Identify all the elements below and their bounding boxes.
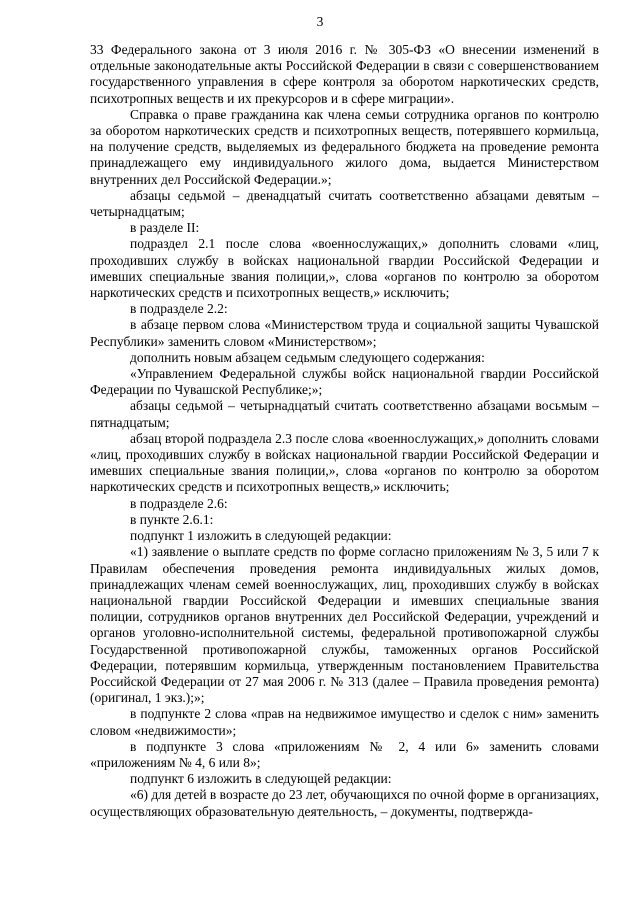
paragraph-renumber-7-14: абзацы седьмой – четырнадцатый считать соответственно абзацами восьмым – пятнадцатым; (90, 398, 599, 430)
paragraph-subpoint-1-text: «1) заявление о выплате средств по форме согласно приложениям № 3, 5 или 7 к Правилам обеспечения проведения ремонта индивидуальных жилых домов, принадлежащих членам семей военнослужащих, лиц, проходивших службу в войсках национальной гвардии Российской Федерации и имевших специальные звания полиции, сотрудников органов внутренних дел Российской Федерации, учреждений и органов уголовно-исполнительной системы, федеральной противопожарной службы Государственной противопожарной службы, таможенных органов Российской Федерации, потерявшим кормильца, утвержденным постановлением Правительства Российской Федерации от 27 мая 2006 г. № 313 (далее – Правила проведения ремонта) (оригинал, 1 экз.);»; (90, 544, 599, 706)
paragraph-subpoint-2: в подпункте 2 слова «прав на недвижимое имущество и сделок с ним» заменить словом «недвижимости»; (90, 706, 599, 738)
paragraph-subpoint-3: в подпункте 3 слова «приложениям № 2, 4 или 6» заменить словами «приложениям № 4, 6 или 8»; (90, 738, 599, 770)
paragraph-subsection-2-1: подраздел 2.1 после слова «военнослужащих,» дополнить словами «лиц, проходивших службу в войсках национальной гвардии Российской Федерации и имевших специальные звания полиции,», слова «органов по контролю за оборотом наркотических средств и психотропных веществ,» исключить; (90, 236, 599, 301)
paragraph-subsection-2-6: в подразделе 2.6: (130, 495, 228, 511)
paragraph-subsection-2-2: в подразделе 2.2: (130, 301, 228, 317)
paragraph-rosgvardia: «Управлением Федеральной службы войск национальной гвардии Российской Федерации по Чувашской Республике;»; (90, 366, 599, 398)
paragraph-subpoint-6-text: «6) для детей в возрасте до 23 лет, обучающихся по очной форме в организациях, осуществляющих образовательную деятельность, – документы, подтвержда- (90, 787, 599, 819)
document-body (90, 42, 599, 820)
paragraph-point-2-6-1: в пункте 2.6.1: (130, 511, 214, 527)
paragraph-certificate: Справка о праве гражданина как члена семьи сотрудника органов по контролю за оборотом наркотических средств и психотропных веществ, потерявшего кормильца, на получение средств, выделяемых из федерального бюджета на проведение ремонта принадлежащего ему индивидуального жилого дома, выдается Министерством внутренних дел Российской Федерации.»; (90, 106, 599, 187)
paragraph-section-2: в разделе II: (130, 220, 200, 236)
paragraph-renumber-7-12: абзацы седьмой – двенадцатый считать соответственно абзацами девятым – четырнадцатым; (90, 187, 599, 220)
page-number: 3 (316, 14, 324, 29)
paragraph-subpoint-6-intro: подпункт 6 изложить в следующей редакции: (130, 771, 392, 787)
paragraph-law-reference: 33 Федерального закона от 3 июля 2016 г. № 305-ФЗ «О внесении изменений в отдельные законодательные акты Российской Федерации в связи с совершенствованием государственного управления в сфере контроля за оборотом наркотических средств, психотропных веществ и их прекурсоров и в сфере миграции». (90, 42, 599, 106)
paragraph-add-seventh: дополнить новым абзацем седьмым следующего содержания: (130, 349, 485, 365)
paragraph-subpoint-1-intro: подпункт 1 изложить в следующей редакции: (130, 528, 392, 544)
paragraph-first-abzac: в абзаце первом слова «Министерством труда и социальной защиты Чувашской Республики» заменить словом «Министерством»; (90, 317, 599, 349)
paragraph-subsection-2-3: абзац второй подраздела 2.3 после слова «военнослужащих,» дополнить словами «лиц, проходивших службу в войсках национальной гвардии Российской Федерации и имевших специальные звания полиции,», слова «органов по контролю за оборотом наркотических средств и психотропных веществ,» исключить; (90, 430, 599, 495)
